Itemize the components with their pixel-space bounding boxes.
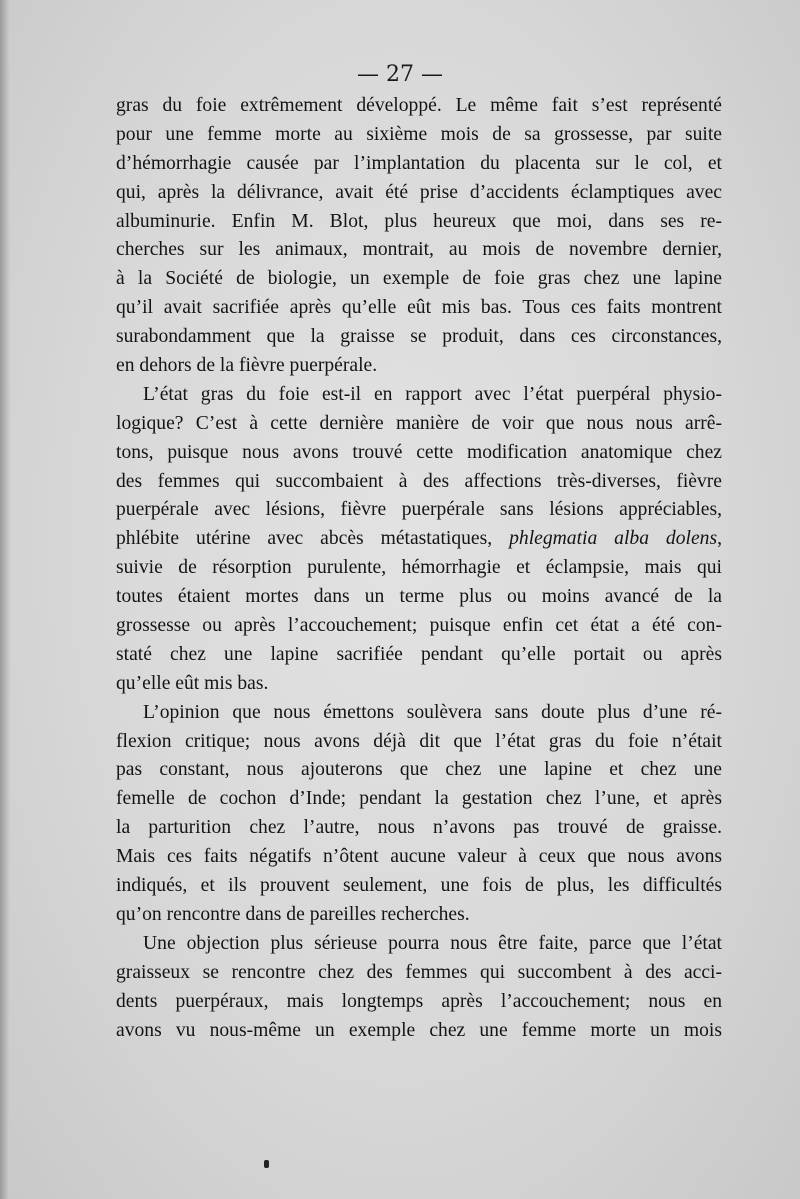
text-line: femelle de cochon d’Inde; pendant la gestation chez l’une, et après bbox=[116, 788, 722, 810]
text-line: dents puerpéraux, mais longtemps après l’accouchement; nous en bbox=[116, 990, 722, 1012]
page-number: — 27 — bbox=[357, 62, 443, 87]
text-line: staté chez une lapine sacrifiée pendant qu’elle portait ou après bbox=[116, 643, 722, 665]
text-line: qu’on rencontre dans de pareilles recherches. bbox=[116, 903, 470, 925]
text-line: la parturition chez l’autre, nous n’avons pas trouvé de graisse. bbox=[116, 817, 722, 839]
text-line: pour une femme morte au sixième mois de sa grossesse, par suite bbox=[116, 123, 722, 145]
text-line: à la Société de biologie, un exemple de foie gras chez une lapine bbox=[116, 268, 722, 290]
text-line: indiqués, et ils prouvent seulement, une fois de plus, les difficultés bbox=[116, 875, 722, 897]
text-line: qu’il avait sacrifiée après qu’elle eût mis bas. Tous ces faits montrent bbox=[116, 297, 722, 319]
body-text bbox=[116, 92, 722, 1045]
text-line: puerpérale avec lésions, fièvre puerpérale sans lésions appréciables, bbox=[116, 499, 722, 521]
text-line: en dehors de la fièvre puerpérale. bbox=[116, 355, 378, 377]
text-line: cherches sur les animaux, montrait, au mois de novembre dernier, bbox=[116, 239, 722, 261]
text-line: gras du foie extrêmement développé. Le même fait s’est représenté bbox=[116, 95, 722, 116]
text-line: grossesse ou après l’accouchement; puisque enfin cet état a été con- bbox=[116, 615, 722, 637]
text-line: qu’elle eût mis bas. bbox=[116, 672, 269, 694]
ink-speck bbox=[264, 1160, 269, 1168]
text-line: graisseux se rencontre chez des femmes qui succombent à des acci- bbox=[116, 961, 722, 983]
text-line: flexion critique; nous avons déjà dit que l’état gras du foie n’était bbox=[116, 730, 722, 752]
text-line: avons vu nous-même un exemple chez une femme morte un mois bbox=[116, 1019, 722, 1041]
text-line: surabondamment que la graisse se produit, dans ces circonstances, bbox=[116, 326, 722, 348]
text-line: pas constant, nous ajouterons que chez une lapine et chez une bbox=[116, 759, 722, 781]
paragraph-3 bbox=[116, 699, 722, 930]
text-line: Une objection plus sérieuse pourra nous être faite, parce que l’état bbox=[143, 932, 722, 954]
book-spine-shadow bbox=[0, 0, 10, 1199]
paragraph-1 bbox=[116, 92, 722, 381]
text-line: suivie de résorption purulente, hémorrhagie et éclampsie, mais qui bbox=[116, 557, 722, 579]
text-line: d’hémorrhagie causée par l’implantation du placenta sur le col, et bbox=[116, 152, 722, 174]
text-line: tons, puisque nous avons trouvé cette modification anatomique chez bbox=[116, 441, 722, 463]
text-line: L’opinion que nous émettons soulèvera sans doute plus d’une ré- bbox=[143, 701, 722, 723]
text-line: logique? C’est à cette dernière manière de voir que nous nous arrê- bbox=[116, 412, 722, 434]
text-line-with-italic: phlébite utérine avec abcès métastatiques, phlegmatia alba dolens, bbox=[116, 528, 722, 550]
text-fragment: phlébite utérine avec abcès métastatiques, bbox=[116, 528, 493, 550]
text-line: L’état gras du foie est-il en rapport avec l’état puerpéral physio- bbox=[143, 383, 722, 405]
text-line: Mais ces faits négatifs n’ôtent aucune valeur à ceux que nous avons bbox=[116, 846, 722, 868]
text-line: albuminurie. Enfin M. Blot, plus heureux que moi, dans ses re- bbox=[116, 210, 722, 232]
paragraph-2 bbox=[116, 381, 722, 699]
text-line: toutes étaient mortes dans un terme plus ou moins avancé de la bbox=[116, 586, 722, 608]
text-line: des femmes qui succombaient à des affections très-diverses, fièvre bbox=[116, 470, 722, 492]
paragraph-4 bbox=[116, 930, 722, 1046]
italic-term: phlegmatia alba dolens bbox=[509, 528, 718, 550]
text-line: qui, après la délivrance, avait été prise d’accidents éclamptiques avec bbox=[116, 181, 722, 203]
